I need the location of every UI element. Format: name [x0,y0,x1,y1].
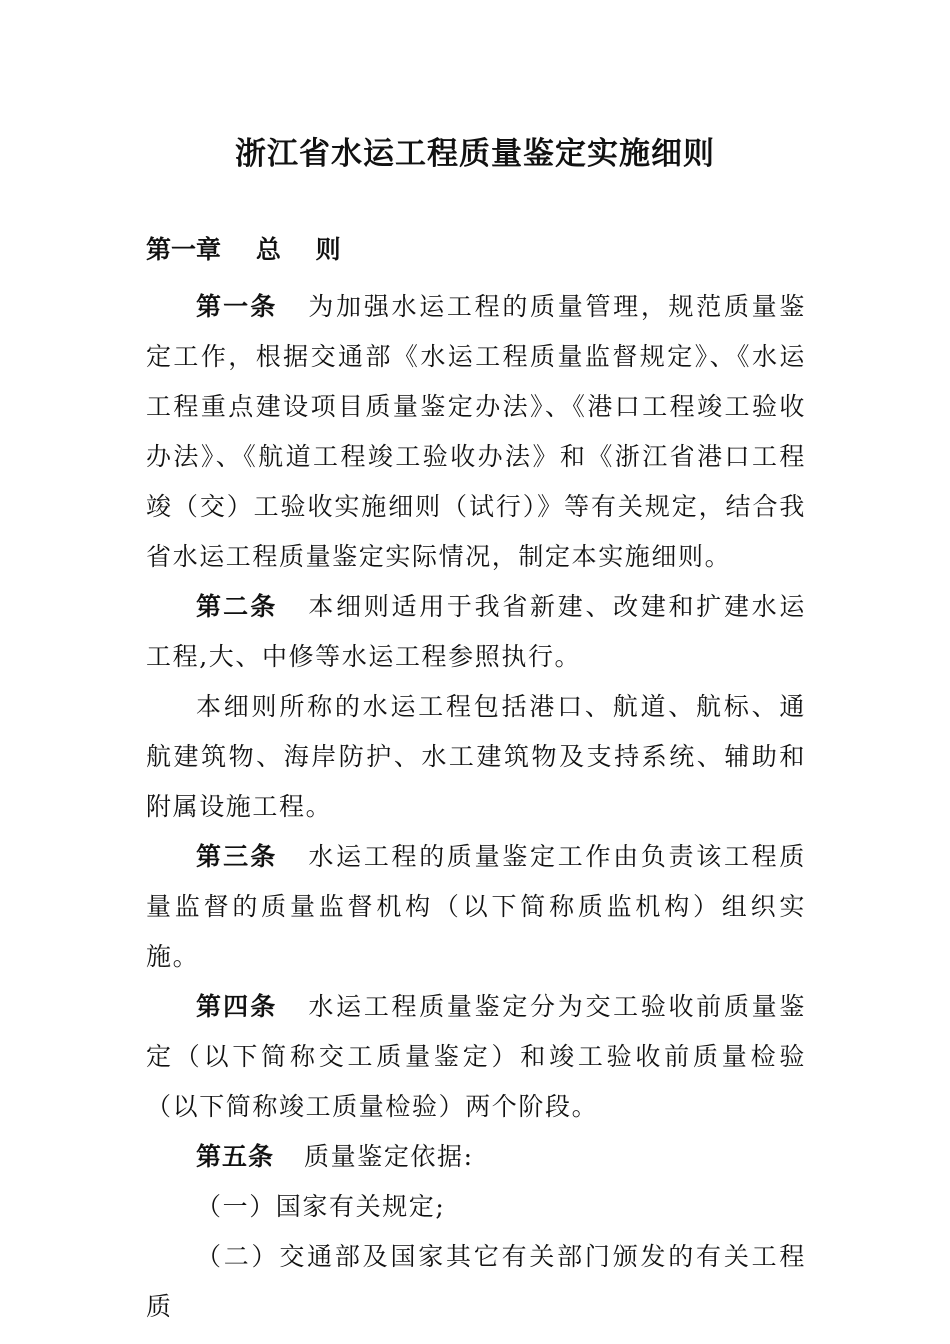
paragraph-text: 水运工程质量鉴定分为交工验收前质量鉴定（以下简称交工质量鉴定）和竣工验收前质量检验（以下简称竣工质量检验）两个阶段。 [146,992,806,1121]
paragraph-article-5 [146,1132,806,1182]
paragraph-article-1 [146,282,806,582]
paragraph-text: （一）国家有关规定; [196,1192,446,1221]
paragraph-article-3 [146,832,806,982]
paragraph-text: 质量鉴定依据: [304,1142,474,1171]
article-label: 第二条 [196,592,278,621]
document-body [146,282,806,1332]
paragraph-text: 为加强水运工程的质量管理，规范质量鉴定工作，根据交通部《水运工程质量监督规定》、《水运工程重点建设项目质量鉴定办法》、《港口工程竣工验收办法》、《航道工程竣工验收办法》和《浙江省港口工程竣（交）工验收实施细则（试行）》等有关规定，结合我省水运工程质量鉴定实际情况，制定本实施细则。 [146,292,806,571]
paragraph-text: 本细则适用于我省新建、改建和扩建水运工程,大、中修等水运工程参照执行。 [146,592,806,671]
paragraph-article-2 [146,582,806,682]
article-label: 第五条 [196,1142,275,1171]
paragraph-text: 本细则所称的水运工程包括港口、航道、航标、通航建筑物、海岸防护、水工建筑物及支持系统、辅助和附属设施工程。 [146,692,806,821]
list-item-2 [146,1232,806,1332]
paragraph-text: 水运工程的质量鉴定工作由负责该工程质量监督的质量监督机构（以下简称质监机构）组织实施。 [146,842,806,971]
paragraph-article-4 [146,982,806,1132]
paragraph-text: （二）交通部及国家其它有关部门颁发的有关工程质 [146,1242,806,1321]
paragraph-scope [146,682,806,832]
article-label: 第一条 [196,292,278,321]
article-label: 第四条 [196,992,278,1021]
list-item-1 [146,1182,806,1232]
article-label: 第三条 [196,842,278,871]
chapter-heading: 第一章 总 则 [146,235,341,264]
document-title: 浙江省水运工程质量鉴定实施细则 [235,136,715,172]
